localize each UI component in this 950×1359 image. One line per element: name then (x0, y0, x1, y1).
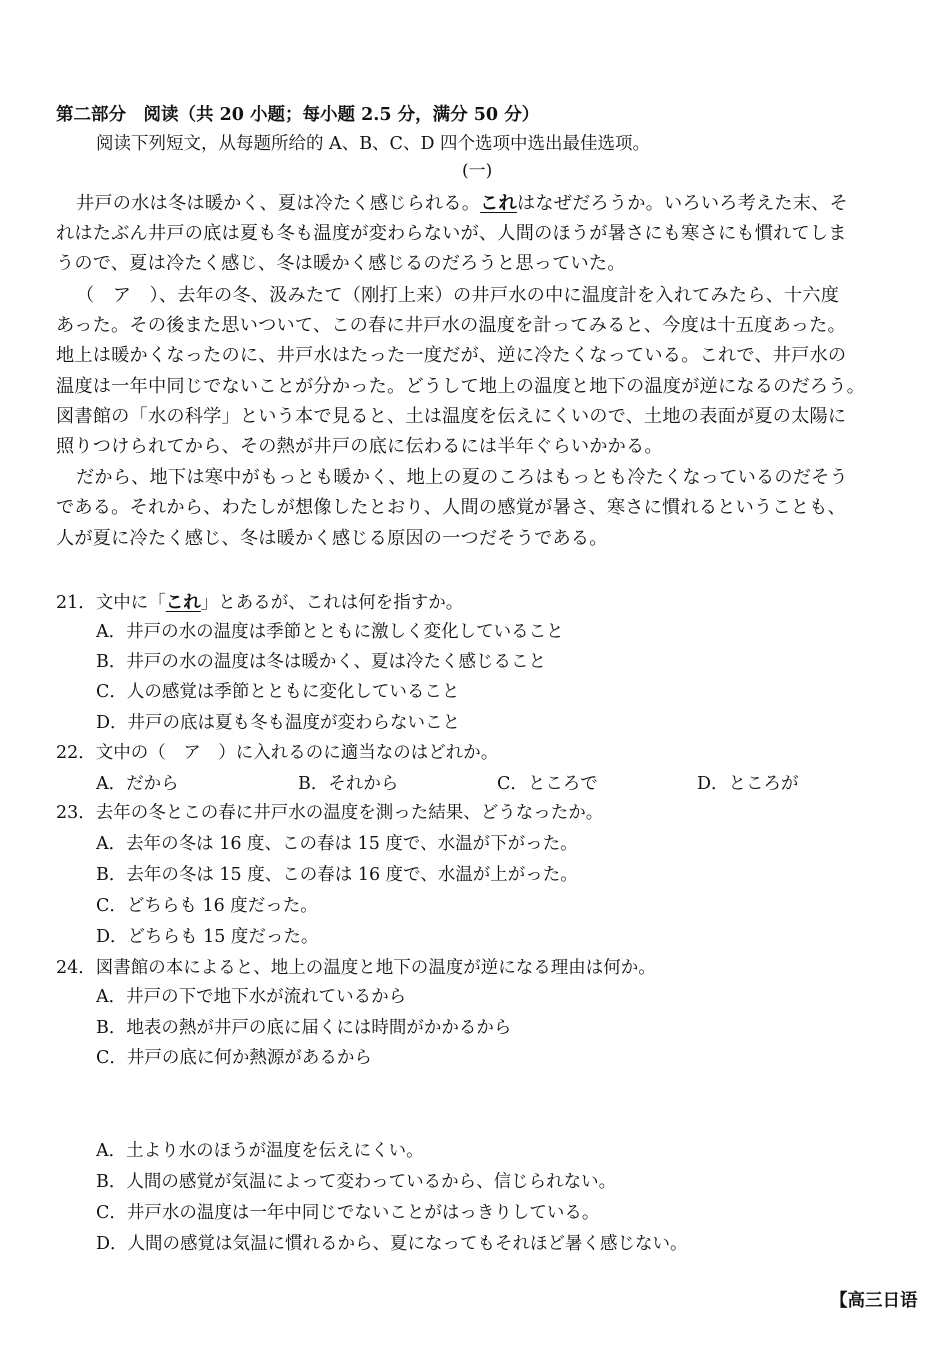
q21-option-c[interactable]: C．人の感覚は季節とともに変化していること (96, 682, 460, 702)
q23-option-b[interactable]: B．去年の冬は 15 度、この春は 16 度で、水温が上がった。 (96, 865, 578, 885)
q25-option-a[interactable]: A．土より水のほうが温度を伝えにくい。 (96, 1141, 424, 1161)
q21-option-b[interactable]: B．井戸の水の温度は冬は暖かく、夏は冷たく感じること (96, 652, 547, 672)
q21-option-a[interactable]: A．井戸の水の温度は季節とともに激しく変化していること (96, 622, 564, 642)
q25-option-c[interactable]: C．井戸水の温度は一年中同じでないことがはっきりしている。 (96, 1203, 600, 1223)
passage-p2-line1: （ ア ）、去年の冬、汲みたて（刚打上来）の井戸水の中に温度計を入れてみたら、十六度 (76, 285, 840, 306)
underlined-kore: これ (480, 193, 517, 214)
q24-option-c[interactable]: C．井戸の底に何か熱源があるから (96, 1048, 372, 1068)
q23-option-a[interactable]: A．去年の冬は 16 度、この春は 15 度で、水温が下がった。 (96, 834, 578, 854)
passage-p2-line6: 照りつけられてから、その熱が井戸の底に伝わるには半年ぐらいかかる。 (56, 436, 663, 457)
question-24-stem: 24．図書館の本によると、地上の温度と地下の温度が逆になる理由は何か。 (56, 958, 656, 978)
passage-p3-line3: 人が夏に冷たく感じ、冬は暖かく感じる原因の一つだそうである。 (56, 528, 608, 549)
passage-p3-line2: である。それから、わたしが想像したとおり、人間の感覚が暑さ、寒さに慣れるということも、 (56, 497, 846, 518)
q21-underlined-kore: これ (165, 593, 201, 613)
passage-p2-line4: 温度は一年中同じでないことが分かった。どうして地上の温度と地下の温度が逆になるのだろう。 (56, 376, 866, 397)
section-instruction: 阅读下列短文，从每题所给的 A、B、C、D 四个选项中选出最佳选项。 (96, 134, 651, 154)
q22-option-c[interactable]: C．ところで (497, 774, 598, 794)
q24-option-a[interactable]: A．井戸の下で地下水が流れているから (96, 987, 407, 1007)
q22-option-a[interactable]: A．だから (96, 774, 179, 794)
passage-number: (一) (462, 161, 493, 181)
p1-text-before: 井戸の水は冬は暖かく、夏は冷たく感じられる。 (76, 193, 481, 214)
q21-stem-before: 21．文中に「 (56, 593, 166, 613)
q23-option-d[interactable]: D．どちらも 15 度だった。 (96, 927, 319, 947)
passage-p2-line5: 図書館の「水の科学」という本で見ると、土は温度を伝えにくいので、土地の表面が夏の太陽に (56, 406, 847, 427)
passage-p1-line3: うので、夏は冷たく感じ、冬は暖かく感じるのだろうと思っていた。 (56, 253, 626, 274)
q22-option-b[interactable]: B．それから (298, 774, 399, 794)
section-title: 第二部分 阅读（共 20 小题；每小题 2.5 分，满分 50 分） (56, 105, 540, 125)
q21-stem-after: 」とあるが、これは何を指すか。 (200, 593, 464, 613)
q25-option-d[interactable]: D．人間の感覚は気温に慣れるから、夏になってもそれほど暑く感じない。 (96, 1234, 688, 1254)
passage-p2-line3: 地上は暖かくなったのに、井戸水はたった一度だが、逆に冷たくなっている。これで、井戸水の (56, 345, 847, 366)
p1-text-after: はなぜだろうか。いろいろ考えた末、そ (516, 193, 848, 214)
passage-p1-line2: れはたぶん井戸の底は夏も冬も温度が変わらないが、人間のほうが暑さにも寒さにも慣れてしま (56, 223, 847, 244)
q21-option-d[interactable]: D．井戸の底は夏も冬も温度が変わらないこと (96, 713, 461, 733)
footer-subject-tag: 【高三日语 (830, 1291, 918, 1311)
question-21-stem (56, 592, 463, 614)
question-23-stem: 23．去年の冬とこの春に井戸水の温度を測った結果、どうなったか。 (56, 803, 604, 823)
passage-p1-line1 (76, 193, 848, 215)
passage-p2-line2: あった。その後また思いついて、この春に井戸水の温度を計ってみると、今度は十五度あった。 (56, 315, 846, 336)
question-22-stem: 22．文中の（ ア ）に入れるのに適当なのはどれか。 (56, 743, 499, 763)
q25-option-b[interactable]: B．人間の感覚が気温によって変わっているから、信じられない。 (96, 1172, 617, 1192)
q22-option-d[interactable]: D．ところが (697, 774, 799, 794)
passage-p3-line1: だから、地下は寒中がもっとも暖かく、地上の夏のころはもっとも冷たくなっているのだそう (76, 467, 848, 488)
q23-option-c[interactable]: C．どちらも 16 度だった。 (96, 896, 318, 916)
q24-option-b[interactable]: B．地表の熱が井戸の底に届くには時間がかかるから (96, 1018, 512, 1038)
